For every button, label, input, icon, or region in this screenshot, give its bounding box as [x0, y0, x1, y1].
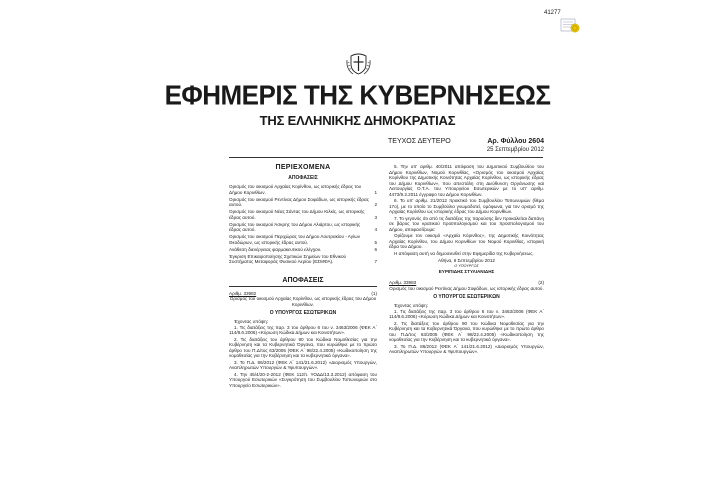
decisions-heading: ΑΠΟΦΑΣΕΙΣ: [282, 276, 324, 284]
ministry-heading: Ο ΥΠΟΥΡΓΟΣ ΕΣΩΤΕΡΙΚΩΝ: [433, 294, 500, 300]
toc-heading: ΠΕΡΙΕΧΟΜΕΝΑ: [275, 164, 331, 171]
place-date: Αθήνα, 6 Σεπτεμβρίου 2012: [438, 258, 495, 263]
ministry-heading: Ο ΥΠΟΥΡΓΟΣ ΕΣΩΤΕΡΙΚΩΝ: [269, 310, 337, 316]
decision-number: Αριθμ. 33982 (1): [229, 290, 377, 296]
header-divider: [229, 157, 543, 158]
paragraph: 3. Το Π.Δ. 86/2012 (ΦΕΚ Α΄ 141/21.6.2012) «Διορισμός Υπουργών, Αναπληρωτών Υπουργών & Υφυπουργών».: [389, 343, 544, 354]
signer-name: ΕΥΡΙΠΙΔΗΣ ΣΤΥΛΙΑΝΙΔΗΣ: [438, 268, 495, 274]
having-regard: Έχοντας υπόψη:: [234, 319, 268, 324]
toc-item[interactable]: Ορισμός του οικισμού Αρχαίας Κορίνθου, ως ιστορικής έδρας του Δήμου Κορινθίων. 1: [229, 184, 377, 195]
gazette-subtitle: ΤΗΣ ΕΛΛΗΝΙΚΗΣ ΔΗΜΟΚΡΑΤΙΑΣ: [259, 113, 456, 128]
page-number: 41277: [544, 10, 561, 16]
toc-item[interactable]: Ορισμός του οικισμού Νέας Σάντας του Δήμου Κιλκίς, ως ιστορικής έδρας αυτού. 3: [229, 209, 377, 220]
decision-text: Ορίζουμε τον οικισμό «Αρχαία Κόρινθος», της Δημοτικής Κοινότητας Αρχαίας Κορίνθου, του Δήμου Κορινθίων του Νομού Κορινθίας, ιστορική έδρα του Δήμου.: [389, 233, 544, 249]
issue-series: ΤΕΥΧΟΣ ΔΕΥΤΕΡΟ: [388, 138, 451, 145]
publication-order: Η απόφαση αυτή να δημοσιευθεί στην Εφημερίδα της Κυβερνήσεως.: [394, 250, 534, 256]
having-regard: Έχοντας υπόψη:: [394, 303, 428, 308]
signer-role: Ο ΥΠΟΥΡΓΟΣ: [454, 263, 479, 268]
issue-sheet-number: Αρ. Φύλλου 2604: [487, 138, 544, 145]
paragraph: 7. Το γεγονός ότι από τις διατάξεις της παρούσης δεν προκαλείται δαπάνη σε βάρος του κρατικού προϋπολογισμού και του προϋπολογισμού του Δήμου, αποφασίζουμε:: [389, 215, 545, 232]
decision-title: Ορισμός του οικισμού Ρεντίνας Δήμου Σοφάδων, ως ιστορικής έδρας αυτού.: [389, 285, 544, 291]
toc-item[interactable]: Ορισμός του οικισμού Περιχώρας του Δήμου Λουτρακίου - Αγίων Θεοδώρων, ως ιστορικής έδρας αυτού. 5: [229, 234, 377, 245]
toc-subheading: ΑΠΟΦΑΣΕΙΣ: [288, 175, 318, 181]
paragraph: 5. Την υπ' αριθμ. 40/2011 απόφαση του Δημοτικού Συμβουλίου του Δήμου Κορινθίων, Νομού Κορινθίας, «Ορισμός του οικισμού Αρχαίας Κορίνθου της Δημοτικής Κοινότητας Αρχαίας Κορίνθου, ως ιστορικής έδρας του Δήμου Κορινθίων», που απεστάλη στη Διεύθυνση Οργάνωσης και Λειτουργίας Ο.Τ.Α. του Υπουργείου Εσωτερικών με το υπ' αριθμ. 4473/9.2.2011 έγγραφο του Δήμου Κορινθίων.: [389, 164, 544, 197]
paragraph: 6. Το υπ' αριθμ. 21/2012 πρακτικό του Συμβουλίου Τοπωνυμιών (θέμα 17ο), με το οποίο το Συμβούλιο γνωμοδοτεί, ομόφωνα, για τον ορισμό της Αρχαίας Κορίνθου ως ιστορικής έδρας του Δήμου Κορινθίων.: [389, 198, 544, 214]
toc-item[interactable]: Ορισμός του οικισμού Ρεντίνας Δήμου Σοφάδων, ως ιστορικής έδρας αυτού. 2: [229, 196, 377, 207]
left-column: [229, 164, 377, 389]
decision-number: Αριθμ. 33983 (2): [389, 280, 544, 285]
decisions-divider: [229, 286, 377, 287]
paragraph: 4. Την 45/4/20-2-2012 (ΦΕΚ 112/τ. ΥΟΔΔ/13.3.2012) απόφαση του Υπουργού Εσωτερικών «Συγκρότηση του Συμβουλίου Τοπωνυμιών στο Υπουργείο Εσωτερικών».: [229, 371, 377, 388]
paragraph: 1. Τις διατάξεις της παρ. 3 του άρθρου 6 του ν. 3463/2006 (ΦΕΚ Α΄ 114/8.6.2006) «Κύρωση Κώδικα Δήμων και Κοινοτήτων».: [229, 324, 377, 335]
issue-date: 25 Σεπτεμβρίου 2012: [486, 147, 544, 153]
paragraph: 2. Τις διατάξεις του άρθρου 90 του Κώδικα Νομοθεσίας για την Κυβέρνηση και τα Κυβερνητικά Όργανα, που κυρώθηκε με το πρώτο άρθρο του Π.Δ/τος 63/2005 (ΦΕΚ Α΄ 98/22.4.2005) «Κωδικοποίηση της νομοθεσίας για την Κυβέρνηση και τα κυβερνητικά όργανα».: [229, 336, 377, 358]
paragraph: 1. Τις διατάξεις της παρ. 3 του άρθρου 6 του ν. 3463/2006 (ΦΕΚ Α΄ 114/8.6.2006) «Κύρωση Κώδικα Δήμων και Κοινοτήτων».: [389, 308, 544, 319]
paragraph: 2. Τις διατάξεις του άρθρου 90 του Κώδικα Νομοθεσίας για την Κυβέρνηση και τα Κυβερνητικά Όργανα, που κυρώθηκε με το πρώτο άρθρο του Π.Δ/τος 63/2005 (ΦΕΚ Α΄ 98/22.4.2005) «Κωδικοποίηση της νομοθεσίας για την Κυβέρνηση και τα κυβερνητικά όργανα».: [389, 320, 544, 342]
toc-item[interactable]: Έγκριση Επικαιροποίησης Σχετικών Σημείων του Εθνικού Συστήματος Μεταφοράς Φυσικού Αερίου (ΕΣΜΦΑ). 7: [229, 253, 377, 264]
decision-title: Ορισμός του οικισμού Αρχαίας Κορίνθου, ως ιστορικής έδρας του Δήμου Κορινθίων.: [229, 296, 377, 307]
certification-stamp-icon: [560, 15, 582, 35]
toc-item[interactable]: Ορισμός του οικισμού Άσκρης του Δήμου Αλιάρτου, ως ιστορικής έδρας αυτού. 4: [229, 221, 377, 232]
greek-coat-of-arms-icon: [345, 50, 372, 77]
right-column: [389, 164, 544, 356]
gazette-title: ΕΦΗΜΕΡΙΣ ΤΗΣ ΚΥΒΕΡΝΗΣΕΩΣ: [164, 79, 551, 111]
paragraph: 3. Το Π.Δ. 86/2012 (ΦΕΚ Α΄ 141/21.6.2012) «Διορισμός Υπουργών, Αναπληρωτών Υπουργών & Υφυπουργών».: [229, 359, 377, 370]
toc-item[interactable]: Ανάθεση διενέργειας φαρμακευτικού ελέγχου. 6: [229, 246, 377, 252]
second-decision: [389, 280, 544, 355]
